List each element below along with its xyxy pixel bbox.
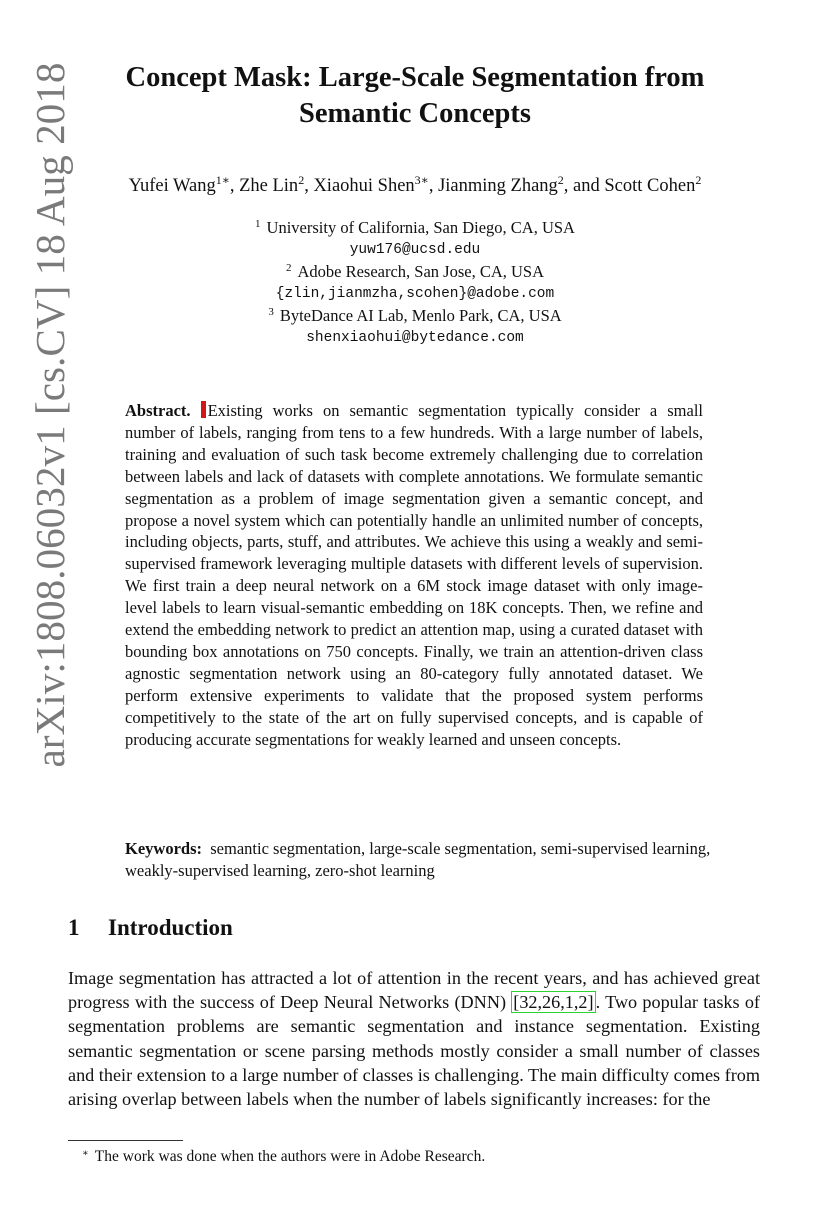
affiliation-line xyxy=(120,305,710,327)
author-name: Jianming Zhang xyxy=(438,176,558,196)
citation-link[interactable]: [32,26,1,2] xyxy=(513,992,594,1013)
affil-mark: 1 xyxy=(255,218,261,230)
section-heading xyxy=(68,915,233,941)
affiliation-name: University of California, San Diego, CA, USA xyxy=(266,218,575,237)
keywords-text: semantic segmentation, large-scale segmentation, semi-supervised learning, weakly-supervised learning, zero-shot learning xyxy=(125,839,711,880)
title-line-1: Concept Mask: Large-Scale Segmentation from xyxy=(125,62,705,93)
arxiv-stamp-text: arXiv:1808.06032v1 [cs.CV] 18 Aug 2018 xyxy=(27,65,73,768)
author-name: Scott Cohen xyxy=(604,176,696,196)
section-title: Introduction xyxy=(108,915,233,940)
author-name: Zhe Lin xyxy=(239,176,299,196)
affiliation-line xyxy=(120,261,710,283)
abstract-text: Existing works on semantic segmentation typically consider a small number of labels, ranging from tens to a few hundreds. With a large number of labels, training and evaluation of such task become extremely challenging due to correlation between labels and lack of datasets with complete annotations. We formulate semantic segmentation as a problem of image segmentation given a semantic concept, and propose a novel system which can potentially handle an unlimited number of concepts, including objects, parts, stuff, and attributes. We achieve this using a weakly and semi-supervised framework leveraging multiple datasets with different levels of supervision. We first train a deep neural network on a 6M stock image dataset with only image-level labels to learn visual-semantic embedding on 18K concepts. Then, we refine and extend the embedding network to predict an attention map, using a curated dataset with bounding box annotations on 750 concepts. Finally, we train an attention-driven class agnostic segmentation network using an 80-category fully annotated dataset. We perform extensive experiments to validate that the proposed system performs competitively to the state of the art on fully supervised concepts, and is capable of producing accurate segmentations for weakly learned and unseen concepts. xyxy=(125,401,704,749)
arxiv-stamp xyxy=(14,60,74,770)
author-affil-mark: 2 xyxy=(695,173,702,187)
title-line-2: Semantic Concepts xyxy=(299,98,531,129)
author-affil-mark: 2 xyxy=(298,173,305,187)
affiliation-name: Adobe Research, San Jose, CA, USA xyxy=(297,262,545,281)
footnote-mark: ∗ xyxy=(82,1148,89,1159)
affiliations xyxy=(120,217,710,349)
affiliation-line xyxy=(120,217,710,239)
affiliation-email: shenxiaohui@bytedance.com xyxy=(306,330,524,346)
footnote xyxy=(82,1147,485,1167)
author-name: Yufei Wang xyxy=(128,176,216,196)
author-affil-mark: 3∗ xyxy=(414,173,429,187)
affil-mark: 2 xyxy=(285,262,292,274)
author-affil-mark: 2 xyxy=(557,173,564,187)
affiliation-name: ByteDance AI Lab, Menlo Park, CA, USA xyxy=(279,306,562,325)
affiliation-email: yuw176@ucsd.edu xyxy=(349,242,481,258)
abstract xyxy=(125,400,703,751)
author-list: Yufei Wang$^{1∗}$, Zhe Lin$^2$, Xiaohui Shen$^{3∗}$, Jianming Zhang$^2$, and Scott Cohen$^2$ xyxy=(128,173,702,196)
intro-text-part-1: Image segmentation has attracted a lot of attention in the recent years, and has achieved great progress with the success of Deep Neural Networks (DNN) xyxy=(68,968,760,1013)
footnote-text: The work was done when the authors were in Adobe Research. xyxy=(94,1148,486,1165)
abstract-label: Abstract. xyxy=(125,401,191,420)
author-name: Xiaohui Shen xyxy=(313,176,415,196)
intro-paragraph xyxy=(68,966,760,1111)
affil-mark: 3 xyxy=(268,306,274,318)
affiliation-email: {zlin,jianmzha,scohen}@adobe.com xyxy=(275,286,555,302)
keywords-label: Keywords: xyxy=(125,839,202,858)
author-affil-mark: 1∗ xyxy=(215,173,230,187)
intro-text-part-2: . Two popular tasks of segmentation problems are semantic segmentation and instance segmentation. Existing semantic segmentation or scene parsing methods mostly consider a small number of classes and their extension to a large number of classes is challenging. The main difficulty comes from arising overlap between labels when the number of labels significantly increases: for the xyxy=(68,992,760,1110)
keywords xyxy=(125,838,750,882)
section-number: 1 xyxy=(68,915,80,940)
footnote-divider xyxy=(68,1140,183,1141)
text-cursor-marker xyxy=(201,401,206,418)
paper-title xyxy=(70,60,760,132)
